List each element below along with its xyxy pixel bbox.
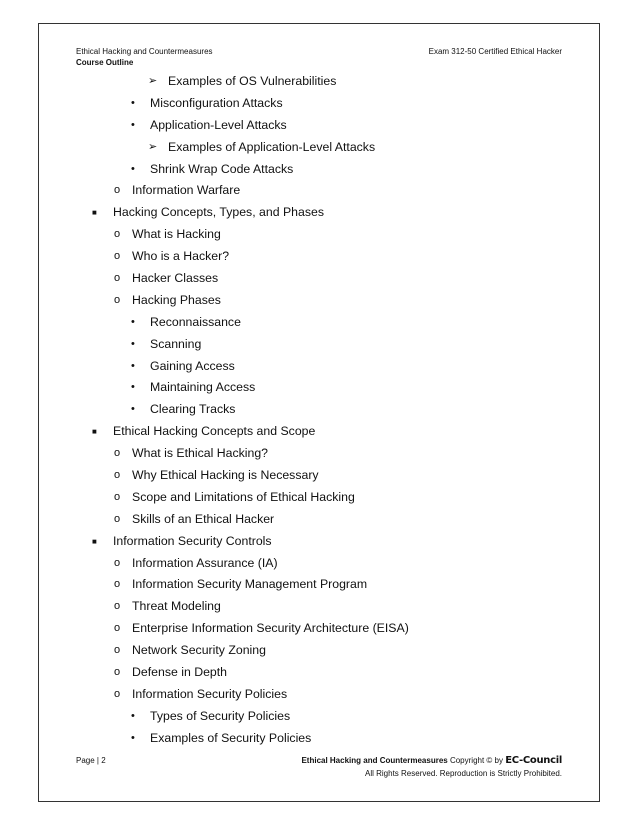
bullet-icon: o bbox=[114, 687, 121, 700]
outline-item bbox=[0, 728, 638, 750]
outline-item bbox=[0, 115, 638, 137]
outline-item bbox=[0, 443, 638, 465]
bullet-icon: • bbox=[131, 381, 135, 394]
bullet-icon: o bbox=[114, 228, 121, 241]
bullet-icon: o bbox=[114, 600, 121, 613]
bullet-icon: o bbox=[114, 184, 121, 197]
bullet-icon: o bbox=[114, 666, 121, 679]
bullet-icon: o bbox=[114, 512, 121, 525]
bullet-icon: ■ bbox=[92, 536, 97, 546]
outline-item-text: Scope and Limitations of Ethical Hacking bbox=[132, 489, 355, 504]
bullet-icon: o bbox=[114, 644, 121, 657]
footer-brand-logo: EC-Council bbox=[505, 755, 562, 766]
outline-item-text: Hacker Classes bbox=[132, 271, 219, 286]
outline-item bbox=[0, 531, 638, 553]
bullet-icon: • bbox=[131, 731, 135, 744]
outline-item-text: Gaining Access bbox=[150, 358, 235, 373]
outline-item bbox=[0, 180, 638, 202]
bullet-icon: • bbox=[131, 96, 135, 109]
bullet-icon: • bbox=[131, 337, 135, 350]
outline-item-text: Defense in Depth bbox=[132, 665, 228, 680]
outline-item-text: What is Ethical Hacking? bbox=[132, 446, 269, 461]
bullet-icon: o bbox=[114, 272, 121, 285]
bullet-icon: • bbox=[131, 709, 135, 722]
outline-item bbox=[0, 268, 638, 290]
outline-item-text: Examples of Security Policies bbox=[150, 730, 312, 745]
bullet-icon: • bbox=[131, 403, 135, 416]
outline-item bbox=[0, 684, 638, 706]
outline-item-text: Skills of an Ethical Hacker bbox=[132, 511, 275, 526]
outline-item-text: Hacking Phases bbox=[132, 292, 221, 307]
bullet-icon: o bbox=[114, 293, 121, 306]
outline-item-text: Threat Modeling bbox=[132, 599, 221, 614]
outline-item-text: Application-Level Attacks bbox=[150, 117, 287, 132]
outline-item-text: Information Security Management Program bbox=[132, 577, 368, 592]
outline-item-text: What is Hacking bbox=[132, 227, 221, 242]
outline-item bbox=[0, 487, 638, 509]
outline-item bbox=[0, 377, 638, 399]
bullet-icon: • bbox=[131, 359, 135, 372]
outline-item-text: Examples of OS Vulnerabilities bbox=[168, 74, 337, 88]
outline-item-text: Reconnaissance bbox=[150, 314, 241, 329]
bullet-icon: o bbox=[114, 490, 121, 503]
bullet-icon: o bbox=[114, 578, 121, 591]
outline-item bbox=[0, 137, 638, 159]
bullet-icon: ➢ bbox=[148, 140, 158, 153]
outline-item bbox=[0, 640, 638, 662]
outline-item-text: Ethical Hacking Concepts and Scope bbox=[113, 424, 316, 439]
outline-item bbox=[0, 312, 638, 334]
page-number: Page | 2 bbox=[76, 756, 106, 765]
outline-item-text: Scanning bbox=[150, 336, 202, 351]
outline-item-text: Information Security Controls bbox=[113, 533, 272, 548]
bullet-icon: • bbox=[131, 315, 135, 328]
outline-item-text: Shrink Wrap Code Attacks bbox=[150, 161, 294, 176]
bullet-icon: • bbox=[131, 162, 135, 175]
bullet-icon: ■ bbox=[92, 208, 97, 218]
outline-item bbox=[0, 509, 638, 531]
bullet-icon: o bbox=[114, 447, 121, 460]
bullet-icon: o bbox=[114, 250, 121, 263]
outline-item bbox=[0, 159, 638, 181]
outline-item-text: Examples of Application-Level Attacks bbox=[168, 139, 376, 154]
outline-item bbox=[0, 93, 638, 115]
course-outline-list bbox=[0, 71, 638, 750]
outline-item-text: Information Warfare bbox=[132, 183, 241, 198]
outline-item bbox=[0, 71, 638, 93]
bullet-icon: ➢ bbox=[148, 75, 158, 87]
outline-item bbox=[0, 618, 638, 640]
footer-rights: All Rights Reserved. Reproduction is Strictly Prohibited. bbox=[365, 769, 562, 778]
outline-item-text: Misconfiguration Attacks bbox=[150, 95, 283, 110]
outline-item-text: Who is a Hacker? bbox=[132, 249, 230, 264]
outline-item bbox=[0, 662, 638, 684]
outline-item-text: Hacking Concepts, Types, and Phases bbox=[113, 205, 324, 220]
outline-item-text: Maintaining Access bbox=[150, 380, 256, 395]
header-left bbox=[76, 46, 213, 68]
outline-item bbox=[0, 399, 638, 421]
outline-item-text: Information Assurance (IA) bbox=[132, 555, 278, 570]
footer-course-title: Ethical Hacking and Countermeasures bbox=[301, 756, 448, 765]
outline-item-text: Types of Security Policies bbox=[150, 708, 291, 723]
outline-item bbox=[0, 421, 638, 443]
outline-item bbox=[0, 356, 638, 378]
header-course-title: Ethical Hacking and Countermeasures bbox=[76, 47, 213, 56]
outline-item bbox=[0, 224, 638, 246]
outline-item bbox=[0, 706, 638, 728]
outline-item-text: Information Security Policies bbox=[132, 686, 288, 701]
outline-item bbox=[0, 290, 638, 312]
outline-item bbox=[0, 246, 638, 268]
outline-item bbox=[0, 202, 638, 224]
outline-item bbox=[0, 596, 638, 618]
outline-item bbox=[0, 574, 638, 596]
bullet-icon: o bbox=[114, 469, 121, 482]
outline-item-text: Network Security Zoning bbox=[132, 643, 266, 658]
outline-item-text: Clearing Tracks bbox=[150, 402, 236, 417]
outline-item-text: Enterprise Information Security Architecture (EISA) bbox=[132, 621, 409, 636]
bullet-icon: ■ bbox=[92, 427, 97, 437]
bullet-icon: • bbox=[131, 118, 135, 131]
outline-item bbox=[0, 553, 638, 575]
bullet-icon: o bbox=[114, 556, 121, 569]
outline-item bbox=[0, 334, 638, 356]
bullet-icon: o bbox=[114, 622, 121, 635]
footer-copyright bbox=[301, 754, 562, 780]
outline-item bbox=[0, 465, 638, 487]
footer-copyright-text: Copyright © by bbox=[449, 756, 503, 765]
header-course-outline: Course Outline bbox=[76, 58, 134, 67]
outline-item-text: Why Ethical Hacking is Necessary bbox=[132, 468, 319, 483]
header-exam-title: Exam 312-50 Certified Ethical Hacker bbox=[428, 47, 562, 56]
